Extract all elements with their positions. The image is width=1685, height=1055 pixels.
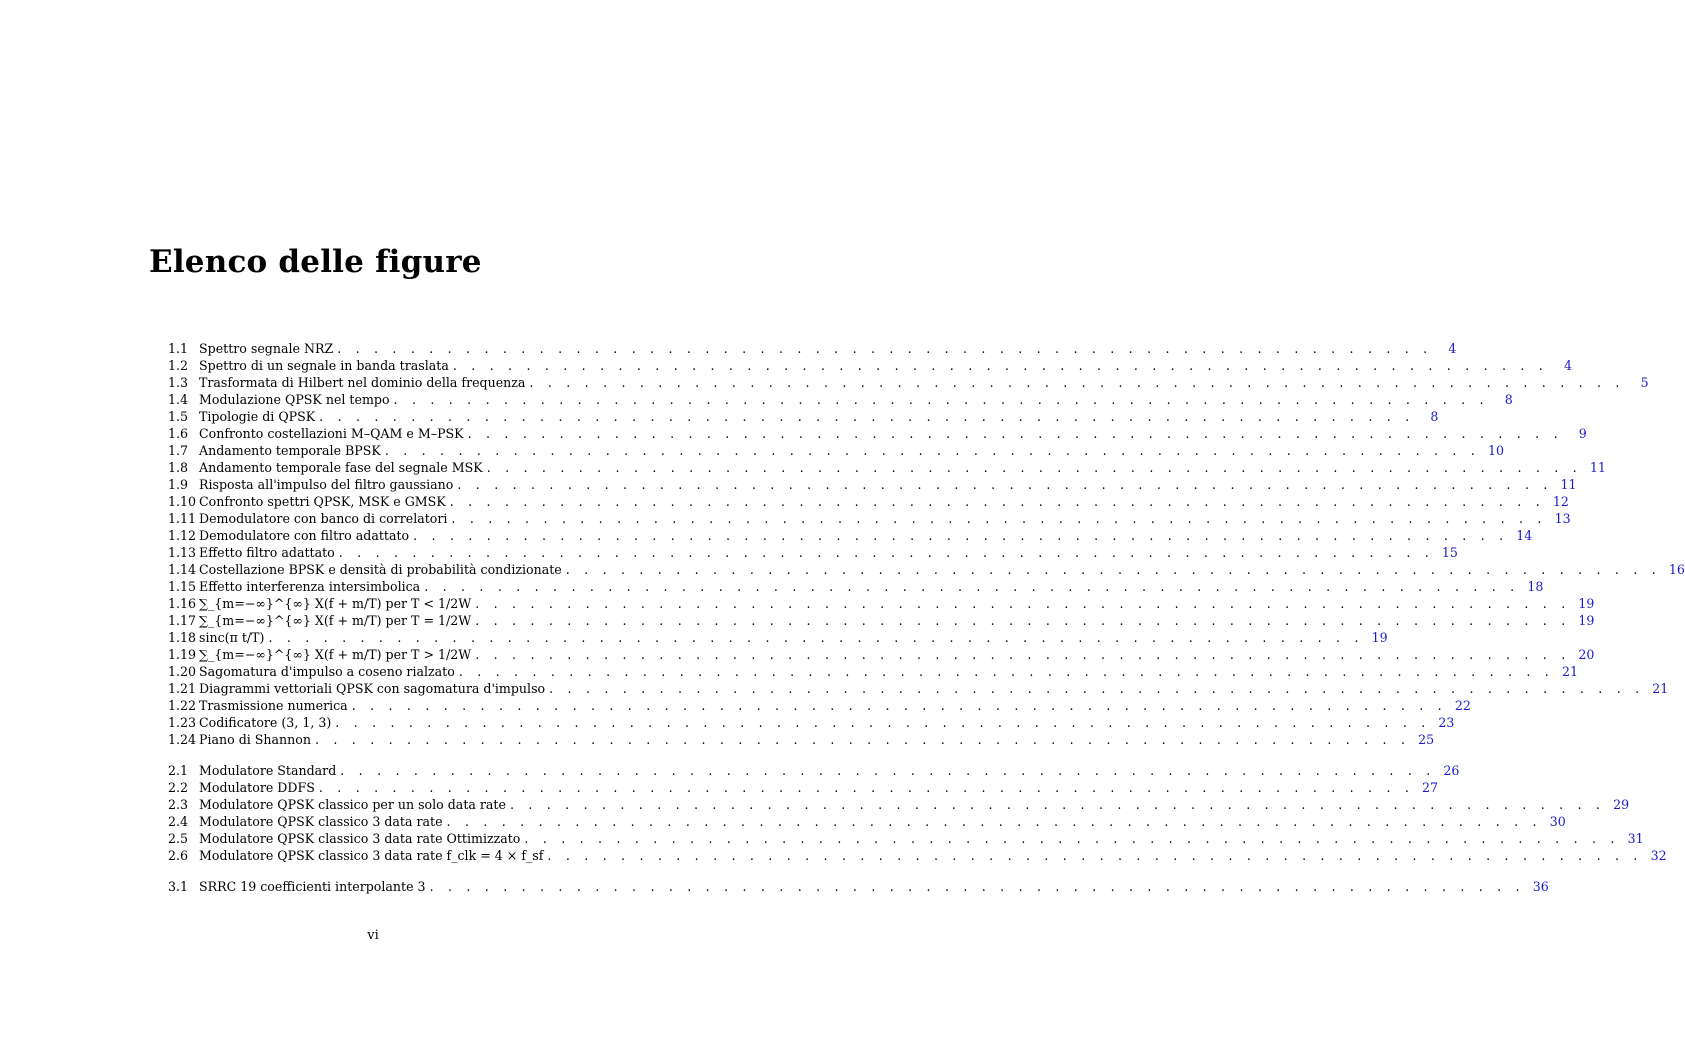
dot-leader: . . . . . . . . . . . . . . . . . . . . . . . . . . . . . . . . . . . . . . . . . . . . . . . . . . . . . . . . . . . .: [340, 763, 1436, 778]
figure-group: [168, 762, 1667, 864]
figure-title: Confronto costellazioni M–QAM e M–PSK: [199, 426, 464, 441]
figure-title: Andamento temporale fase del segnale MSK: [199, 460, 483, 475]
figure-title: Codificatore (3, 1, 3): [199, 715, 332, 730]
figure-page-link[interactable]: 29: [1613, 797, 1630, 812]
figure-number: 1.20: [168, 664, 197, 679]
figure-number: 1.11: [168, 511, 197, 526]
figure-number: 2.2: [168, 780, 189, 795]
figure-title: Modulatore QPSK classico 3 data rate Ottimizzato: [199, 831, 521, 846]
figure-title: ∑_{m=−∞}^{∞} X(f + m/T) per T = 1/2W: [199, 613, 472, 628]
dot-leader: . . . . . . . . . . . . . . . . . . . . . . . . . . . . . . . . . . . . . . . . . . . . . . . . . . . . . . . . . . . .: [314, 732, 1411, 747]
dot-leader: . . . . . . . . . . . . . . . . . . . . . . . . . . . . . . . . . . . . . . . . . . . . . . . . . . . . . . . . . . . .: [318, 780, 1415, 795]
figure-number: 1.7: [168, 443, 189, 458]
figure-title: Piano di Shannon: [199, 732, 311, 747]
figure-title: Confronto spettri QPSK, MSK e GMSK: [199, 494, 446, 509]
figure-page-link[interactable]: 26: [1443, 763, 1460, 778]
figure-group: [168, 340, 1685, 748]
figure-number: 1.10: [168, 494, 197, 509]
figure-page-link[interactable]: 15: [1441, 545, 1458, 560]
dot-leader: . . . . . . . . . . . . . . . . . . . . . . . . . . . . . . . . . . . . . . . . . . . . . . . . . . . . . . . . . . . .: [475, 647, 1571, 662]
figure-page-link[interactable]: 11: [1560, 477, 1577, 492]
figure-title: Diagrammi vettoriali QPSK con sagomatura d'impulso: [199, 681, 546, 696]
list-item[interactable]: [168, 796, 1630, 813]
figure-page-link[interactable]: 30: [1549, 814, 1566, 829]
dot-leader: . . . . . . . . . . . . . . . . . . . . . . . . . . . . . . . . . . . . . . . . . . . . . . . . . . . . . . . . . . . .: [319, 409, 1415, 424]
list-item[interactable]: [168, 459, 1606, 476]
list-item[interactable]: [168, 374, 1649, 391]
figure-page-link[interactable]: 25: [1418, 732, 1435, 747]
dot-leader: . . . . . . . . . . . . . . . . . . . . . . . . . . . . . . . . . . . . . . . . . . . . . . . . . . . . . . . . . . . .: [549, 681, 1645, 696]
figure-title: Modulatore Standard: [199, 763, 337, 778]
figure-title: Modulatore QPSK classico 3 data rate f_clk = 4 × f_sf: [199, 848, 544, 863]
list-item[interactable]: [168, 731, 1435, 748]
list-item[interactable]: [168, 595, 1595, 612]
list-item[interactable]: [168, 340, 1457, 357]
figure-page-link[interactable]: 23: [1438, 715, 1455, 730]
list-item[interactable]: [168, 663, 1578, 680]
list-item[interactable]: [168, 779, 1439, 796]
list-item[interactable]: [168, 408, 1439, 425]
figure-page-link[interactable]: 20: [1578, 647, 1595, 662]
figure-page-link[interactable]: 5: [1640, 375, 1649, 390]
dot-leader: . . . . . . . . . . . . . . . . . . . . . . . . . . . . . . . . . . . . . . . . . . . . . . . . . . . . . . . . . . . .: [452, 358, 1549, 373]
list-item[interactable]: [168, 476, 1577, 493]
figure-number: 2.4: [168, 814, 189, 829]
figure-number: 1.2: [168, 358, 189, 373]
figure-number: 1.8: [168, 460, 189, 475]
dot-leader: . . . . . . . . . . . . . . . . . . . . . . . . . . . . . . . . . . . . . . . . . . . . . . . . . . . . . . . . . . . .: [268, 630, 1364, 645]
list-item[interactable]: [168, 680, 1669, 697]
figure-title: Effetto interferenza intersimbolica: [199, 579, 421, 594]
figure-number: 1.17: [168, 613, 197, 628]
list-item[interactable]: [168, 646, 1595, 663]
dot-leader: . . . . . . . . . . . . . . . . . . . . . . . . . . . . . . . . . . . . . . . . . . . . . . . . . . . . . . . . . . . .: [475, 596, 1571, 611]
figure-title: ∑_{m=−∞}^{∞} X(f + m/T) per T < 1/2W: [199, 596, 472, 611]
dot-leader: . . . . . . . . . . . . . . . . . . . . . . . . . . . . . . . . . . . . . . . . . . . . . . . . . . . . . . . . . . . .: [384, 443, 1480, 458]
list-item[interactable]: [168, 612, 1595, 629]
figure-title: Modulatore QPSK classico 3 data rate: [199, 814, 443, 829]
figure-number: 1.22: [168, 698, 197, 713]
figure-page-link[interactable]: 10: [1487, 443, 1504, 458]
figure-title: Trasmissione numerica: [199, 698, 348, 713]
list-item[interactable]: [168, 527, 1533, 544]
figure-page-link[interactable]: 22: [1454, 698, 1471, 713]
figure-number: 2.5: [168, 831, 189, 846]
list-item[interactable]: [168, 544, 1458, 561]
list-item[interactable]: [168, 510, 1571, 527]
figure-number: 1.12: [168, 528, 197, 543]
dot-leader: . . . . . . . . . . . . . . . . . . . . . . . . . . . . . . . . . . . . . . . . . . . . . . . . . . . . . . . . . . . .: [424, 579, 1520, 594]
figure-number: 1.3: [168, 375, 189, 390]
figure-title: ∑_{m=−∞}^{∞} X(f + m/T) per T > 1/2W: [199, 647, 472, 662]
figure-title: sinc(π t/T): [199, 630, 265, 645]
figure-title: Risposta all'impulso del filtro gaussiano: [199, 477, 454, 492]
figure-title: Tipologie di QPSK: [199, 409, 316, 424]
figure-page-link[interactable]: 8: [1430, 409, 1439, 424]
figure-page-link[interactable]: 31: [1627, 831, 1644, 846]
figure-number: 1.21: [168, 681, 197, 696]
dot-leader: . . . . . . . . . . . . . . . . . . . . . . . . . . . . . . . . . . . . . . . . . . . . . . . . . . . . . . . . . . . .: [451, 511, 1547, 526]
list-item[interactable]: [168, 878, 1549, 895]
figure-number: 1.5: [168, 409, 189, 424]
figure-title: Modulazione QPSK nel tempo: [199, 392, 390, 407]
dot-leader: . . . . . . . . . . . . . . . . . . . . . . . . . . . . . . . . . . . . . . . . . . . . . . . . . . . . . . . . . . . .: [446, 814, 1542, 829]
list-item[interactable]: [168, 442, 1504, 459]
figure-number: 1.1: [168, 341, 189, 356]
figure-title: Sagomatura d'impulso a coseno rialzato: [199, 664, 455, 679]
list-item[interactable]: [168, 357, 1573, 374]
figure-page-link[interactable]: 4: [1564, 358, 1573, 373]
dot-leader: . . . . . . . . . . . . . . . . . . . . . . . . . . . . . . . . . . . . . . . . . . . . . . . . . . . . . . . . . . . .: [335, 715, 1431, 730]
page-title: Elenco delle figure: [149, 244, 482, 280]
figure-title: Modulatore DDFS: [199, 780, 315, 795]
figure-page-link[interactable]: 16: [1668, 562, 1685, 577]
figure-number: 3.1: [168, 879, 189, 894]
list-item[interactable]: [168, 629, 1388, 646]
figure-number: 1.15: [168, 579, 197, 594]
dot-leader: . . . . . . . . . . . . . . . . . . . . . . . . . . . . . . . . . . . . . . . . . . . . . . . . . . . . . . . . . . . .: [509, 797, 1606, 812]
dot-leader: . . . . . . . . . . . . . . . . . . . . . . . . . . . . . . . . . . . . . . . . . . . . . . . . . . . . . . . . . . . .: [529, 375, 1625, 390]
dot-leader: . . . . . . . . . . . . . . . . . . . . . . . . . . . . . . . . . . . . . . . . . . . . . . . . . . . . . . . . . . . .: [413, 528, 1509, 543]
figure-number: 1.23: [168, 715, 197, 730]
list-item[interactable]: [168, 762, 1460, 779]
list-item[interactable]: [168, 697, 1471, 714]
figure-page-link[interactable]: 19: [1578, 596, 1595, 611]
dot-leader: . . . . . . . . . . . . . . . . . . . . . . . . . . . . . . . . . . . . . . . . . . . . . . . . . . . . . . . . . . . .: [565, 562, 1661, 577]
figure-number: 1.16: [168, 596, 197, 611]
figure-page-link[interactable]: 9: [1578, 426, 1587, 441]
list-item[interactable]: [168, 578, 1544, 595]
figure-number: 1.6: [168, 426, 189, 441]
figure-title: SRRC 19 coefficienti interpolante 3: [199, 879, 426, 894]
figure-page-link[interactable]: 13: [1554, 511, 1571, 526]
figure-title: Spettro segnale NRZ: [199, 341, 334, 356]
list-item[interactable]: [168, 830, 1644, 847]
dot-leader: . . . . . . . . . . . . . . . . . . . . . . . . . . . . . . . . . . . . . . . . . . . . . . . . . . . . . . . . . . . .: [449, 494, 1545, 509]
figure-number: 1.13: [168, 545, 197, 560]
figure-group: [168, 878, 1549, 895]
dot-leader: . . . . . . . . . . . . . . . . . . . . . . . . . . . . . . . . . . . . . . . . . . . . . . . . . . . . . . . . . . . .: [524, 831, 1620, 846]
figure-page-link[interactable]: 4: [1448, 341, 1457, 356]
figure-number: 1.9: [168, 477, 189, 492]
dot-leader: . . . . . . . . . . . . . . . . . . . . . . . . . . . . . . . . . . . . . . . . . . . . . . . . . . . . . . . . . . . .: [429, 879, 1525, 894]
figure-page-link[interactable]: 36: [1532, 879, 1549, 894]
figure-number: 2.1: [168, 763, 189, 778]
list-item[interactable]: [168, 391, 1513, 408]
dot-leader: . . . . . . . . . . . . . . . . . . . . . . . . . . . . . . . . . . . . . . . . . . . . . . . . . . . . . . . . . . . .: [393, 392, 1489, 407]
figure-title: Demodulatore con filtro adattato: [199, 528, 410, 543]
figure-number: 1.18: [168, 630, 197, 645]
figure-title: Andamento temporale BPSK: [199, 443, 381, 458]
figure-title: Spettro di un segnale in banda traslata: [199, 358, 449, 373]
figure-number: 2.3: [168, 797, 189, 812]
dot-leader: . . . . . . . . . . . . . . . . . . . . . . . . . . . . . . . . . . . . . . . . . . . . . . . . . . . . . . . . . . . .: [457, 477, 1553, 492]
figure-page-link[interactable]: 19: [1371, 630, 1388, 645]
figure-page-link[interactable]: 32: [1650, 848, 1667, 863]
figure-page-link[interactable]: 12: [1552, 494, 1569, 509]
dot-leader: . . . . . . . . . . . . . . . . . . . . . . . . . . . . . . . . . . . . . . . . . . . . . . . . . . . . . . . . . . . .: [338, 545, 1434, 560]
figure-number: 1.24: [168, 732, 197, 747]
figure-title: Modulatore QPSK classico per un solo data rate: [199, 797, 506, 812]
dot-leader: . . . . . . . . . . . . . . . . . . . . . . . . . . . . . . . . . . . . . . . . . . . . . . . . . . . . . . . . . . . .: [486, 460, 1582, 475]
list-item[interactable]: [168, 561, 1685, 578]
figure-page-link[interactable]: 19: [1578, 613, 1595, 628]
figure-page-link[interactable]: 14: [1516, 528, 1533, 543]
dot-leader: . . . . . . . . . . . . . . . . . . . . . . . . . . . . . . . . . . . . . . . . . . . . . . . . . . . . . . . . . . . .: [337, 341, 1433, 356]
figure-number: 2.6: [168, 848, 189, 863]
dot-leader: . . . . . . . . . . . . . . . . . . . . . . . . . . . . . . . . . . . . . . . . . . . . . . . . . . . . . . . . . . . .: [547, 848, 1643, 863]
list-of-figures: [168, 340, 1685, 909]
list-item[interactable]: [168, 714, 1455, 731]
list-item[interactable]: [168, 493, 1569, 510]
figure-title: Demodulatore con banco di correlatori: [199, 511, 448, 526]
page-number: vi: [367, 928, 379, 943]
figure-page-link[interactable]: 8: [1504, 392, 1513, 407]
figure-page-link[interactable]: 18: [1527, 579, 1544, 594]
figure-page-link[interactable]: 21: [1561, 664, 1578, 679]
figure-title: Costellazione BPSK e densità di probabilità condizionate: [199, 562, 562, 577]
figure-page-link[interactable]: 21: [1652, 681, 1669, 696]
figure-title: Trasformata di Hilbert nel dominio della frequenza: [199, 375, 526, 390]
list-item[interactable]: [168, 425, 1587, 442]
dot-leader: . . . . . . . . . . . . . . . . . . . . . . . . . . . . . . . . . . . . . . . . . . . . . . . . . . . . . . . . . . . .: [458, 664, 1554, 679]
list-item[interactable]: [168, 847, 1667, 864]
figure-number: 1.4: [168, 392, 189, 407]
list-item[interactable]: [168, 813, 1566, 830]
dot-leader: . . . . . . . . . . . . . . . . . . . . . . . . . . . . . . . . . . . . . . . . . . . . . . . . . . . . . . . . . . . .: [467, 426, 1563, 441]
figure-page-link[interactable]: 11: [1589, 460, 1606, 475]
figure-number: 1.19: [168, 647, 197, 662]
figure-title: Effetto filtro adattato: [199, 545, 335, 560]
dot-leader: . . . . . . . . . . . . . . . . . . . . . . . . . . . . . . . . . . . . . . . . . . . . . . . . . . . . . . . . . . . .: [475, 613, 1571, 628]
dot-leader: . . . . . . . . . . . . . . . . . . . . . . . . . . . . . . . . . . . . . . . . . . . . . . . . . . . . . . . . . . . .: [351, 698, 1447, 713]
figure-page-link[interactable]: 27: [1422, 780, 1439, 795]
figure-number: 1.14: [168, 562, 197, 577]
